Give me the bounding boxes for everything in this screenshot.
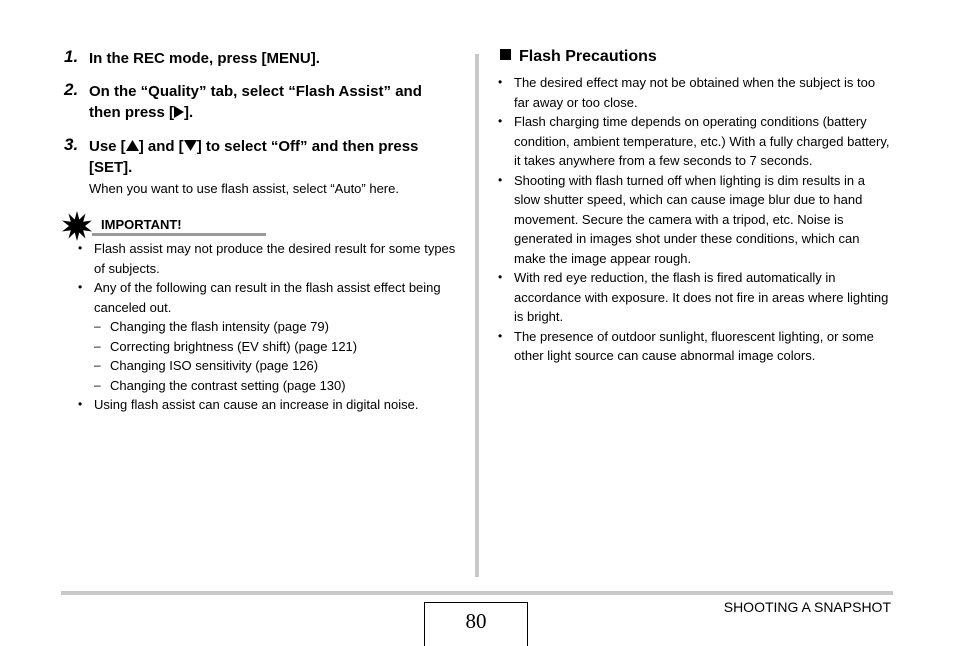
starburst-icon bbox=[62, 211, 92, 241]
sub-list bbox=[94, 317, 458, 395]
page-number: 80 bbox=[424, 602, 528, 646]
footer-rule bbox=[61, 591, 893, 595]
down-triangle-icon bbox=[184, 140, 197, 151]
right-triangle-icon bbox=[174, 106, 184, 118]
step-2-text bbox=[89, 81, 469, 123]
list-item: • Flash charging time depends on operating conditions (battery condition, ambient temperature, etc.) With a fully charged battery, it takes anywhere from a few seconds to 7 seconds. bbox=[498, 112, 892, 171]
step-2-line-2: then press [ ]. bbox=[89, 104, 194, 121]
list-item: • Flash assist may not produce the desired result for some types of subjects. bbox=[78, 239, 458, 278]
step-2-line-1: On the “Quality” tab, select “Flash Assist” and bbox=[89, 83, 422, 100]
step-1-number: 1. bbox=[64, 47, 79, 66]
sub-list-item: – Changing the contrast setting (page 130) bbox=[94, 376, 458, 396]
square-icon bbox=[500, 49, 511, 60]
up-triangle-icon bbox=[126, 140, 139, 151]
sub-list-item: – Correcting brightness (EV shift) (page 121) bbox=[94, 337, 458, 357]
list-item: • Using flash assist can cause an increase in digital noise. bbox=[78, 395, 458, 415]
section-title: Flash Precautions bbox=[500, 48, 657, 66]
section-label: SHOOTING A SNAPSHOT bbox=[723, 599, 891, 615]
important-label: IMPORTANT! bbox=[101, 217, 182, 232]
step-1-text: In the REC mode, press [MENU]. bbox=[89, 50, 320, 67]
important-underline bbox=[92, 233, 266, 236]
list-item: • Shooting with flash turned off when lighting is dim results in a slow shutter speed, which can cause image blur due to hand movement. Secure the camera with a tripod, etc. Noise is generated in images shot under these conditions, which can make the image appear rough. bbox=[498, 171, 892, 269]
step-2-number: 2. bbox=[64, 80, 79, 99]
step-3-line-1: Use [ ] and [ ] to select “Off” and then press bbox=[89, 138, 419, 155]
list-item: • The presence of outdoor sunlight, fluorescent lighting, or some other light source can cause abnormal image colors. bbox=[498, 327, 892, 366]
step-3-note: When you want to use flash assist, select “Auto” here. bbox=[89, 181, 399, 196]
step-3-text bbox=[89, 136, 469, 178]
list-item: • With red eye reduction, the flash is fired automatically in accordance with exposure. It does not fire in areas where lighting is bright. bbox=[498, 268, 892, 327]
list-item: • Any of the following can result in the flash assist effect being canceled out. – Changing the flash intensity (page 79) – Correcting brightness (EV shift) (page 121) – Changing ISO sensitivity (page 126) – Changing the contrast setting (page 130) bbox=[78, 278, 458, 395]
column-divider bbox=[475, 54, 479, 577]
sub-list-item: – Changing the flash intensity (page 79) bbox=[94, 317, 458, 337]
important-list bbox=[78, 239, 458, 415]
list-item: • The desired effect may not be obtained when the subject is too far away or too close. bbox=[498, 73, 892, 112]
step-3-number: 3. bbox=[64, 135, 79, 154]
precautions-list bbox=[498, 73, 892, 366]
sub-list-item: – Changing ISO sensitivity (page 126) bbox=[94, 356, 458, 376]
step-3-line-2: [SET]. bbox=[89, 159, 133, 176]
